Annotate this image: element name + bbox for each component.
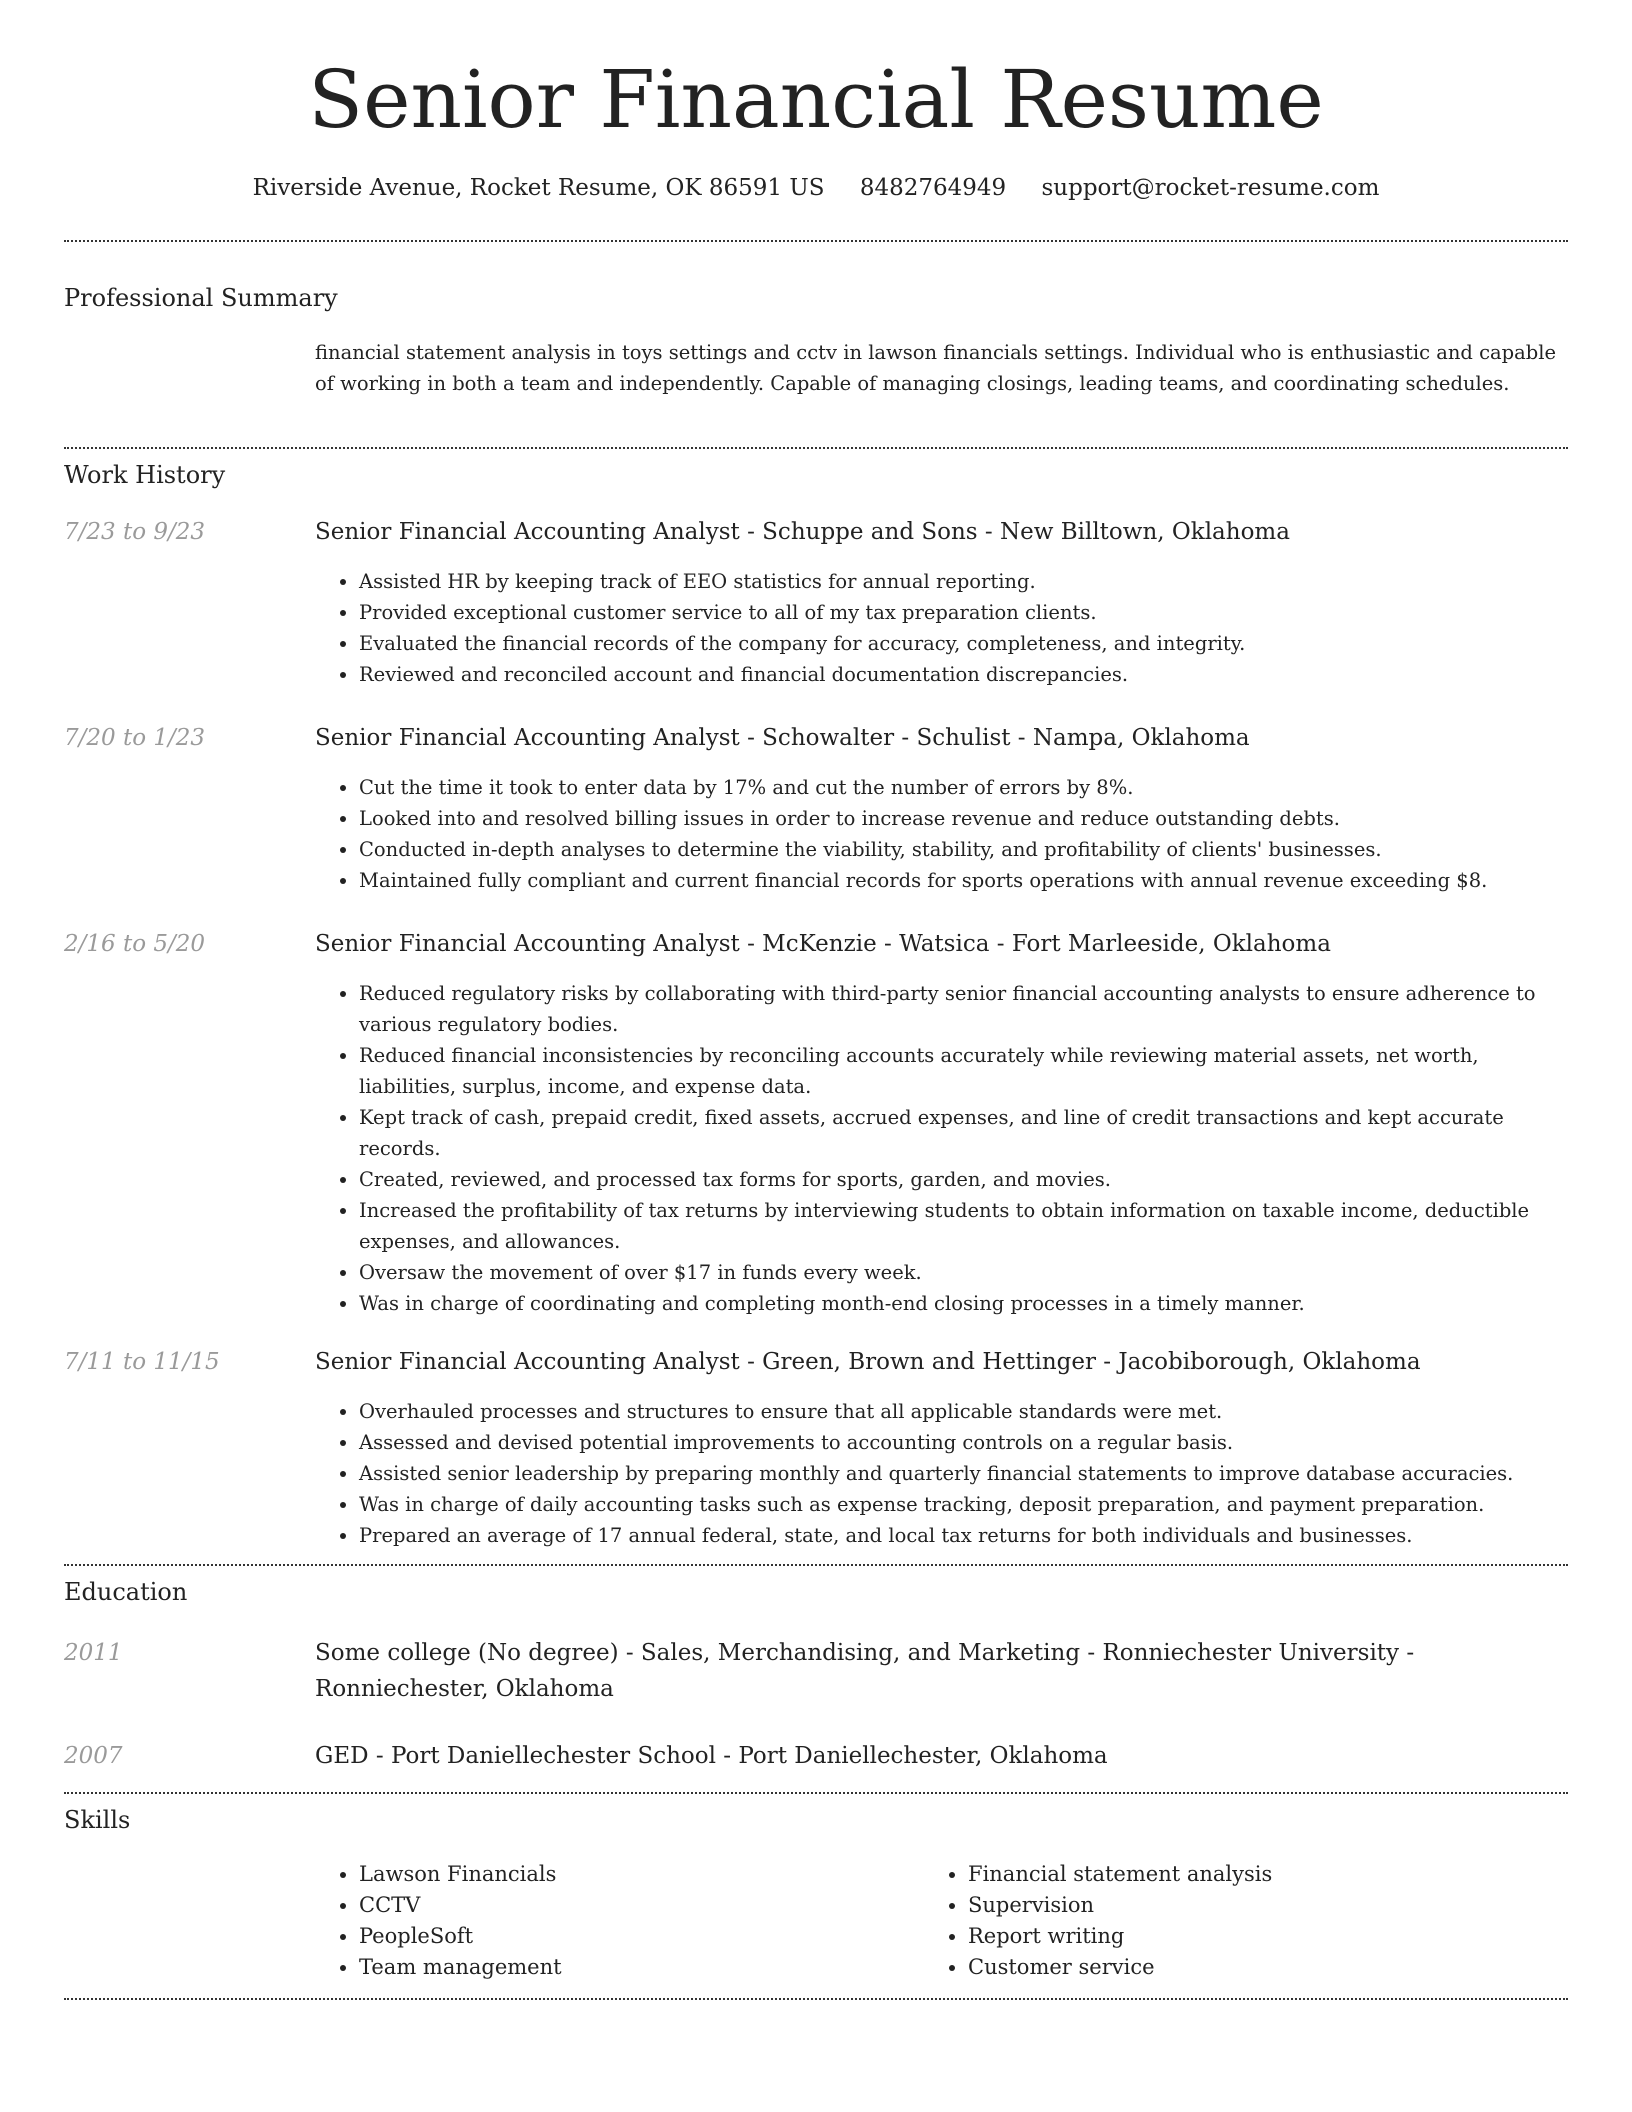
job-bullet: • Reduced regulatory risks by collaborating with third-party senior financial accounting analysts to ensure adherence to various regulatory bodies.	[359, 978, 1565, 1040]
job-dates: 7/20 to 1/23	[64, 725, 206, 751]
job-bullet: • Oversaw the movement of over $17 in funds every week.	[359, 1257, 1565, 1288]
job-bullets	[315, 978, 1565, 1319]
job-bullet: • Prepared an average of 17 annual federal, state, and local tax returns for both individuals and businesses.	[359, 1520, 1565, 1551]
skills-list-right	[924, 1859, 1564, 1983]
resume-title: Senior Financial Resume	[308, 53, 1324, 146]
skill-item: • PeopleSoft	[359, 1921, 915, 1952]
section-title-work: Work History	[64, 461, 226, 489]
contact-email: support@rocket-resume.com	[1041, 175, 1380, 201]
job-bullet: • Reviewed and reconciled account and financial documentation discrepancies.	[359, 659, 1565, 690]
job-bullet: • Was in charge of daily accounting tasks such as expense tracking, deposit preparation, and payment preparation.	[359, 1489, 1565, 1520]
skill-item: • Financial statement analysis	[968, 1859, 1564, 1890]
contact-line	[0, 170, 1632, 206]
job-dates: 7/11 to 11/15	[64, 1349, 220, 1375]
job-bullet: • Kept track of cash, prepaid credit, fixed assets, accrued expenses, and line of credit transactions and kept accurate records.	[359, 1102, 1565, 1164]
section-title-skills: Skills	[64, 1806, 131, 1834]
job-bullet: • Assisted HR by keeping track of EEO statistics for annual reporting.	[359, 566, 1565, 597]
section-title-summary: Professional Summary	[64, 284, 338, 312]
job-bullets	[315, 1396, 1565, 1551]
skill-item: • Customer service	[968, 1952, 1564, 1983]
skill-item: • Team management	[359, 1952, 915, 1983]
job-bullet: • Overhauled processes and structures to ensure that all applicable standards were met.	[359, 1396, 1565, 1427]
education-year: 2007	[64, 1743, 123, 1769]
skills-list-left	[315, 1859, 915, 1983]
job-title: Senior Financial Accounting Analyst - Green, Brown and Hettinger - Jacobiborough, Oklahoma	[315, 1349, 1421, 1375]
summary-text: financial statement analysis in toys settings and cctv in lawson financials settings. Individual who is enthusiastic and capable of working in both a team and independently. Capable of managing closings, leading teams, and coordinating schedules.	[315, 341, 1557, 395]
skill-item: • Lawson Financials	[359, 1859, 915, 1890]
job-bullet: • Assessed and devised potential improvements to accounting controls on a regular basis.	[359, 1427, 1565, 1458]
contact-phone: 8482764949	[859, 175, 1007, 201]
job-bullet: • Cut the time it took to enter data by 17% and cut the number of errors by 8%.	[359, 772, 1565, 803]
job-title: Senior Financial Accounting Analyst - Schowalter - Schulist - Nampa, Oklahoma	[315, 725, 1250, 751]
job-bullet: • Reduced financial inconsistencies by reconciling accounts accurately while reviewing material assets, net worth, liabilities, surplus, income, and expense data.	[359, 1040, 1565, 1102]
job-bullet: • Evaluated the financial records of the company for accuracy, completeness, and integrity.	[359, 628, 1565, 659]
job-bullet: • Provided exceptional customer service to all of my tax preparation clients.	[359, 597, 1565, 628]
job-title: Senior Financial Accounting Analyst - McKenzie - Watsica - Fort Marleeside, Oklahoma	[315, 931, 1331, 957]
job-dates: 2/16 to 5/20	[64, 931, 206, 957]
contact-address: Riverside Avenue, Rocket Resume, OK 86591 US	[252, 175, 825, 201]
section-title-education: Education	[64, 1578, 188, 1606]
job-bullets	[315, 566, 1565, 690]
job-bullet: • Increased the profitability of tax returns by interviewing students to obtain information on taxable income, deductible expenses, and allowances.	[359, 1195, 1565, 1257]
job-bullet: • Maintained fully compliant and current financial records for sports operations with annual revenue exceeding $8.	[359, 865, 1565, 896]
skill-item: • CCTV	[359, 1890, 915, 1921]
education-year: 2011	[64, 1640, 123, 1666]
job-bullet: • Looked into and resolved billing issues in order to increase revenue and reduce outstanding debts.	[359, 803, 1565, 834]
job-bullet: • Created, reviewed, and processed tax forms for sports, garden, and movies.	[359, 1164, 1565, 1195]
job-bullet: • Assisted senior leadership by preparing monthly and quarterly financial statements to improve database accuracies.	[359, 1458, 1565, 1489]
job-bullet: • Conducted in-depth analyses to determine the viability, stability, and profitability of clients' businesses.	[359, 834, 1565, 865]
divider	[64, 1998, 1568, 2000]
education-entry: Some college (No degree) - Sales, Merchandising, and Marketing - Ronniechester University - Ronniechester, Oklahoma	[315, 1640, 1415, 1702]
divider	[64, 1792, 1568, 1794]
job-bullet: • Was in charge of coordinating and completing month-end closing processes in a timely manner.	[359, 1288, 1565, 1319]
skill-item: • Supervision	[968, 1890, 1564, 1921]
skill-item: • Report writing	[968, 1921, 1564, 1952]
job-dates: 7/23 to 9/23	[64, 519, 206, 545]
job-bullets	[315, 772, 1565, 896]
job-title: Senior Financial Accounting Analyst - Schuppe and Sons - New Billtown, Oklahoma	[315, 519, 1290, 545]
divider	[64, 1564, 1568, 1566]
divider	[64, 240, 1568, 242]
divider	[64, 447, 1568, 449]
education-entry: GED - Port Daniellechester School - Port Daniellechester, Oklahoma	[315, 1743, 1108, 1769]
